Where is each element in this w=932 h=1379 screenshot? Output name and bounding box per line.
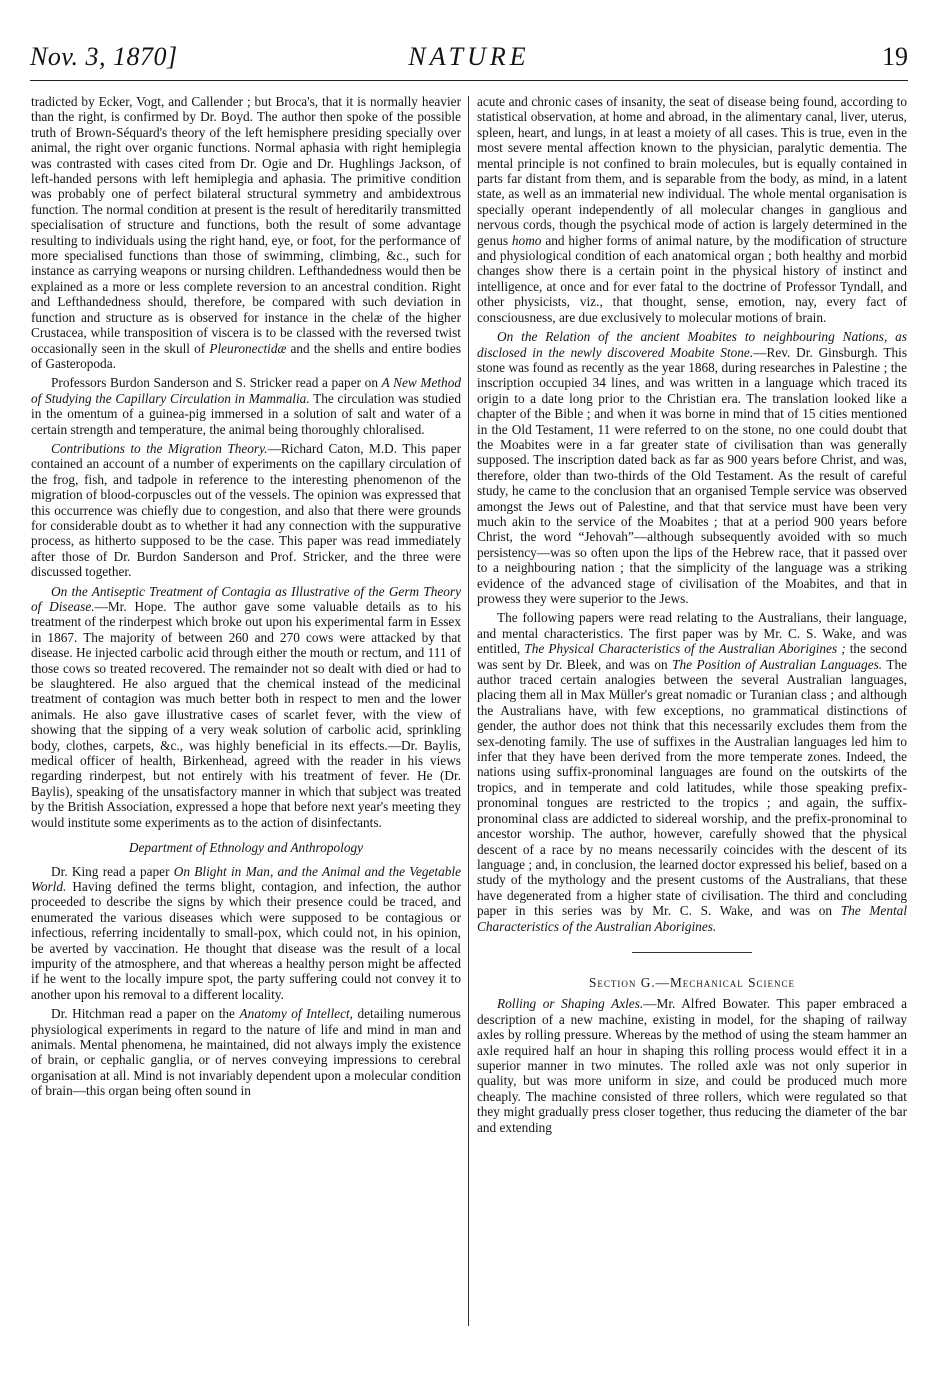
journal-title: NATURE bbox=[408, 42, 530, 71]
paragraph-antiseptic-treatment: On the Antiseptic Treatment of Contagia as Illustrative of the Germ Theory of Disease.—Mr. Hope. The author gave some valuable details as to his treatment of the rinderpest which broke out upon his experimental farm in Essex in 1867. The majority of between 260 and 270 cows were attacked by that disease. He injected carbolic acid through either the mouth or rectum, and 111 of those cows so treated recovered. The remainder not so dealt with died or had to be slaughtered. He also argued that the chemical instead of the medicinal treatment of contagion was much better both in respect to men and the lower animals. He also gave illustrative cases of scarlet fever, with the view of showing that the sipping of a very weak solution of carbolic acid, sprinkling body, clothes, carpets, &c., was highly beneficial in its effects.—Dr. Baylis, medical officer of health, Birkenhead, agreed with the reader in his views regarding rinderpest, but not entirely with his treatment of fever. He (Dr. Baylis), speaking of the unsatisfactory manner in which that subject was treated by the British Association, expressed a hope that before next year's meeting they would institute some experiments as to the action of disinfectants. bbox=[31, 583, 461, 830]
paragraph-capillary-circulation: Professors Burdon Sanderson and S. Stricker read a paper on A New Method of Studying the Capillary Circulation in Mammalia. The circulation was studied in the omentum of a guinea-pig immersed in a solution of salt and water of a certain strength and temperature, the animal being thoroughly chloralised. bbox=[31, 375, 461, 437]
section-separator-rule bbox=[632, 952, 752, 953]
issue-date: Nov. 3, 1870] bbox=[30, 42, 178, 71]
paragraph-insanity: acute and chronic cases of insanity, the seat of disease being found, according to statistical observation, at home and abroad, in the alimentary canal, liver, uterus, spleen, heart, and lungs, in at least a moiety of all cases. This is true, even in the most severe mental affection known to the physician, paralytic dementia. The mental principle is not confined to brain molecules, but is equally contained in parts far distant from them, and is separable from the body, as mind, in a latent state, as well as an immaterial new individual. The whole mental organisation is specially operant independently of all molecular changes in ganglious and nervous cords, though the psychical mode of action is largely determined in the genus homo and higher forms of animal nature, by the modification of structure and physiological condition of each anatomical organ ; both healthy and morbid changes show there is a certain point in the physical history of instinct and intelligence, at once and for ever fatal to the doctrine of Professor Tyndall, and other physicists, viz., that thought, sense, emotion, nay, every fact of consciousness, are due exclusively to molecular motions of brain. bbox=[477, 94, 907, 325]
right-column bbox=[477, 94, 907, 1139]
page-header bbox=[30, 42, 908, 80]
left-column bbox=[31, 94, 461, 1103]
section-heading: Section G.—Mechanical Science bbox=[589, 974, 795, 990]
page-number: 19 bbox=[882, 42, 908, 71]
paragraph-australians: The following papers were read relating to the Australians, their language, and mental characteristics. The first paper was by Mr. C. S. Wake, and was entitled, The Physical Characteristics of the Australian Aborigines ; the second was sent by Dr. Bleek, and was on The Position of Australian Languages. The author traced certain analogies between the several Australian languages, placing them all in Max Müller's great nomadic or Turanian class ; and although the Australians have, with few exceptions, no grammatical distinctions of gender, the author does not think that this necessarily excludes them from the sex-denoting family. The use of suffixes in the Australian languages led him to infer that they have been derived from the more temperate zones. Indeed, the nations using suffix-pronominal languages are found on the outskirts of the tropics, and in temperate and cold latitudes, while those speaking prefix-pronominal tongues are restricted to the tropics ; and again, the suffix-pronominal class are addicted to sidereal worship, and the prefix-pronominal to ancestor worship. The author, however, carefully showed that the physical descent of a race by no means necessarily coincides with the descent of its language ; and, in conclusion, the learned doctor expressed his belief, based on a study of the mythology and the present customs of the Australians, that these have degenerated from a higher state of civilisation. The third and concluding paper in this series was by Mr. C. S. Wake, and was on The Mental Characteristics of the Australian Aborigines. bbox=[477, 610, 908, 934]
department-heading: Department of Ethnology and Anthropology bbox=[128, 840, 364, 856]
paragraph-moabite-stone: On the Relation of the ancient Moabites to neighbouring Nations, as disclosed in the newly discovered Moabite Stone.—Rev. Dr. Ginsburgh. This stone was found as recently as the year 1868, during researches in Palestine ; the inscription occupied 34 lines, and was written in a language which traced its origin to a date long prior to the Christian era. The translation looked like a chapter of the Bible ; and when it was borne in mind that of 15 cities mentioned in the Old Testament, 11 were referred to on the stone, no one could doubt that the Moabites were in a far greater state of civilisation than was generally supposed. The inscription dated back as far as 900 years before Christ, and was, therefore, older than two-thirds of the Old Testament. As the result of careful study, he came to the conclusion that an organised Temple service was observed amongst the Jews out of Palestine, and that that service must have been very much akin to the service of the Moabites ; that at a period 900 years before Christ, the word “Jehovah”—although subsequently avoided with so much persistency—was so often upon the lips of the Hebrew race, that it passed over to a neighbouring nation ; that the simplicity of the language was a striking evidence of the advanced stage of civilisation of the Moabites, and that in prowess they were superior to the Jews. bbox=[477, 329, 907, 606]
paragraph-rolling-axles: Rolling or Shaping Axles.—Mr. Alfred Bowater. This paper embraced a description of a new machine, existing in model, for the shaping of railway axles by rolling pressure. Whereas by the method of using the steam hammer an axle required half an hour in shaping this rolling process would effect it in a superior manner in two minutes. The rolled axle was not only superior in quality, but was more uniform in size, and could be produced much more cheaply. The machine consisted of three rollers, which were regulated so that they might gradually press closer together, thus reducing the diameter of the bar and extending bbox=[477, 996, 907, 1135]
header-rule bbox=[30, 80, 908, 81]
paragraph-blight: Dr. King read a paper On Blight in Man, and the Animal and the Vegetable World. Having defined the terms blight, contagion, and infection, the author proceeded to describe the signs by which their presence could be traced, and enumerated the various diseases which were supposed to be contagious or infectious, referring incidentally to small-pox, which could not, in his opinion, be averted by vaccination. He thought that disease was the result of a local impurity of the atmosphere, and that whereas a healthy person might be affected if he went to the locally impure spot, the party suffering could not convey it to another upon his removal to a different locality. bbox=[31, 863, 461, 1002]
column-divider bbox=[468, 96, 469, 1326]
paragraph-anatomy-of-intellect: Dr. Hitchman read a paper on the Anatomy of Intellect, detailing numerous physiological experiments in regard to the nature of life and mind in man and animals. Mental phenomena, he maintained, did not always imply the existence of brain, or cephalic ganglia, or of nerves conveying impressions to cerebral organisation at all. Mind is not invariably dependent upon a molecular condition of brain—this organ being often sound in bbox=[31, 1006, 461, 1099]
paragraph-brain-hemispheres: tradicted by Ecker, Vogt, and Callender ; but Broca's, that it is normally heavier than the right, is confirmed by Dr. Boyd. The author then spoke of the possible truth of Brown-Séquard's theory of the left hemisphere presiding specially over animal, the right over organic functions. Normal aphasia with right hemiplegia was contrasted with cases cited from Dr. Ogie and Dr. Hughlings Jackson, of left-handed persons with left hemiplegia and aphasia. The primitive condition was probably one of perfect bilateral structural symmetry and ambidextrous function. The normal condition at present is the result of hereditarily transmitted specialisation of structure and functions, both the result of some advantage resulting to individuals using the right hand, eye, or foot, for the performance of more specialised functions than those of swimming, climbing, &c., such for instance as carrying weapons or nursing children. Lefthandedness would then be explained as a more or less complete reversion to an ancestral condition. Right and Lefthandedness should, therefore, be compared with such deviation in function and structure as is observed for instance in the chelæ of the higher Crustacea, while transposition of viscera is to be classed with the reversed twist occasionally seen in the skull of Pleuronectidæ and the shells and entire bodies of Gasteropoda. bbox=[31, 94, 462, 371]
paragraph-migration-theory: Contributions to the Migration Theory.—Richard Caton, M.D. This paper contained an account of a number of experiments on the capillary circulation of the frog, fish, and tadpole in reference to the interesting phenomenon of the migration of blood-corpuscles out of the vessels. The opinion was expressed that this occurrence was chiefly due to congestion, and also that there were grounds for considerable doubt as to whether it had any connection with the suppurative process, as hitherto supposed to be the case. This paper was read immediately after those of Dr. Burdon Sanderson and Prof. Stricker, and the three were discussed together. bbox=[31, 440, 461, 580]
